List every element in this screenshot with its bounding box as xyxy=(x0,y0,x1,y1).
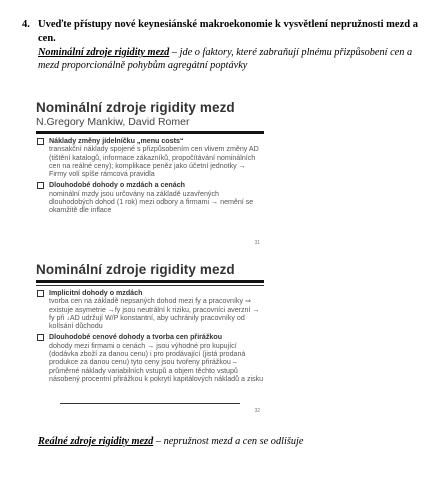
nominal-heading: Nominální zdroje rigidity mezd xyxy=(38,47,170,58)
bullet-head: Náklady změny jídelníčku „menu costs“ xyxy=(49,137,184,145)
slide-1-page-number: 31 xyxy=(254,240,260,246)
slide-2-rule-thin xyxy=(36,285,264,286)
nominal-paragraph xyxy=(38,46,433,72)
slide-2-bullet-2 xyxy=(36,333,264,383)
bullet-head: Dlouhodobé cenové dohody a tvorba cen přirážkou xyxy=(49,333,223,342)
question-text: Uveďte přístupy nové keynesiánské makroekonomie k vysvětlení nepružnosti mezd a cen. xyxy=(38,19,418,44)
slide-1 xyxy=(36,100,264,248)
checkbox-icon xyxy=(37,182,44,189)
slide-1-subtitle: N.Gregory Mankiw, David Romer xyxy=(36,116,190,128)
bullet-body: dohody mezi firmami o cenách → jsou výhodné pro kupující (dodávka zboží za danou cenu) i pro prodávající (jistá prodaná produkce za danou cenu) tyto ceny jsou tvořeny přirážkou – průměrné náklady variabilních vstupů a objem těchto vstupů násobený procentní přirážkou k pokrytí kapitálových nákladů a zisku xyxy=(49,341,264,383)
slide-2 xyxy=(36,262,264,416)
bullet-body: transakční náklady spojené s přizpůsobením cen vlivem změny AD (tištění katalogů, informace zákazníků, propočítávání nominálních cen na reálné ceny); komplikace peněz jako účetní jednotky → Firmy volí spíše rámcová pravidla xyxy=(49,145,259,179)
slide-2-strike-line xyxy=(60,403,240,404)
real-text: – nepružnost mezd a cen se odlišuje xyxy=(153,436,304,447)
slide-1-rule xyxy=(36,131,264,134)
slide-2-rule-thick xyxy=(36,280,264,283)
bullet-body: nominální mzdy jsou určovány na základě uzavřených dlouhodobých dohod (1 rok) mezi odbory a firmami → nemění se okamžitě dle inflace xyxy=(49,189,254,215)
slide-2-page-number: 32 xyxy=(254,408,260,414)
bullet-head: Implicitní dohody o mzdách xyxy=(49,289,143,297)
checkbox-icon xyxy=(37,138,44,145)
real-heading: Reálné zdroje rigidity mezd xyxy=(38,436,154,447)
bullet-body: tvorba cen na základě nepsaných dohod mezi fy a pracovníky ⇒ existuje asymetrie →fy jsou neutrální k riziku, pracovníci averzní → fy při ↓AD udržují W/P konstantní, aby uchránily pracovníky od kolísání důchodu xyxy=(49,297,260,331)
slide-2-bullet-1 xyxy=(36,289,264,330)
real-paragraph xyxy=(38,436,303,447)
slide-1-title: Nominální zdroje rigidity mezd xyxy=(36,100,235,115)
question-number: 4. xyxy=(22,19,30,30)
checkbox-icon xyxy=(37,334,44,341)
bullet-head: Dlouhodobé dohody o mzdách a cenách xyxy=(49,181,185,190)
question xyxy=(22,18,427,46)
nominal-text: – jde o faktory, které zabraňují plnému přizpůsobení cen a mezd proporcionálně pohybům agregátní poptávky xyxy=(38,47,413,71)
checkbox-icon xyxy=(37,290,44,297)
slide-1-bullet-1 xyxy=(36,137,264,178)
slide-2-title: Nominální zdroje rigidity mezd xyxy=(36,262,235,277)
slide-1-bullet-2 xyxy=(36,181,264,214)
